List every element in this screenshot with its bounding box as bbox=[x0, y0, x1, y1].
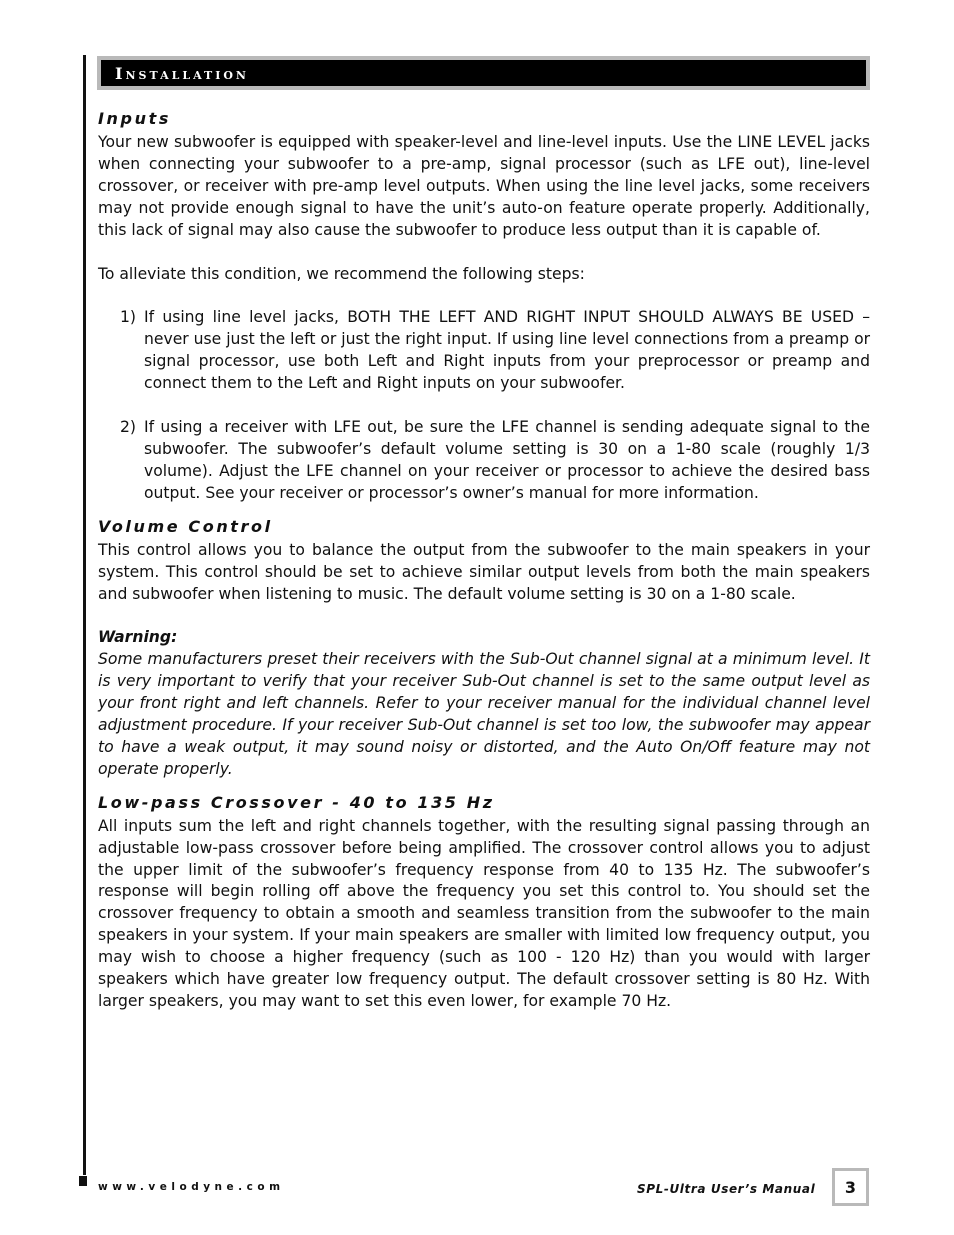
footer-website: www.velodyne.com bbox=[98, 1181, 285, 1193]
volume-heading: Volume Control bbox=[98, 516, 273, 536]
volume-paragraph: This control allows you to balance the output from the subwoofer to the main speakers in your system. This control should be set to achieve similar output levels from both the main speakers and subwoofer when listening to music. The default volume setting is 30 on a 1-80 scale. bbox=[98, 540, 870, 603]
page-number: 3 bbox=[835, 1171, 866, 1203]
crossover-heading: Low-pass Crossover - 40 to 135 Hz bbox=[98, 792, 495, 812]
section-header-title: Installation bbox=[115, 63, 249, 83]
section-header-inner bbox=[101, 60, 866, 86]
page-content bbox=[98, 106, 870, 1013]
left-margin-rule bbox=[83, 55, 86, 1175]
step-item bbox=[98, 417, 870, 505]
inputs-paragraph-2: To alleviate this condition, we recommend the following steps: bbox=[98, 264, 585, 283]
step-item bbox=[98, 307, 870, 395]
warning-label: Warning: bbox=[98, 628, 178, 647]
inputs-paragraph-1: Your new subwoofer is equipped with speaker-level and line-level inputs. Use the LINE LEVEL jacks when connecting your subwoofer to a pre-amp, signal processor (such as LFE out), line-level crossover, or receiver with pre-amp level outputs. When using the line level jacks, some receivers may not provide enough signal to have the unit’s auto-on feature operate properly. Additionally, this lack of signal may also cause the subwoofer to produce less output than it is capable of. bbox=[98, 133, 870, 239]
step-text: If using a receiver with LFE out, be sure the LFE channel is sending adequate signal to the subwoofer. The subwoofer’s default volume setting is 30 on a 1-80 scale (roughly 1/3 volume). Adjust the LFE channel on your receiver or processor to achieve the desired bass output. See your receiver or processor’s owner’s manual for more information. bbox=[144, 418, 870, 502]
footer-manual-title: SPL-Ultra User’s Manual bbox=[637, 1182, 816, 1196]
inputs-heading: Inputs bbox=[98, 109, 171, 128]
left-margin-rule-cap bbox=[79, 1176, 87, 1186]
page-number-box bbox=[832, 1168, 869, 1206]
steps-list bbox=[98, 307, 870, 504]
step-number: 1) bbox=[120, 308, 137, 327]
step-number: 2) bbox=[120, 418, 137, 437]
section-header-bar bbox=[97, 56, 870, 90]
step-text: If using line level jacks, BOTH THE LEFT AND RIGHT INPUT SHOULD ALWAYS BE USED – never use just the left or just the right input. If using line level connections from a preamp or signal processor, use both Left and Right inputs from your preprocessor or preamp and connect them to the Left and Right inputs on your subwoofer. bbox=[144, 308, 871, 393]
crossover-paragraph: All inputs sum the left and right channels together, with the resulting signal passing through an adjustable low-pass crossover before being amplified. The crossover control allows you to adjust the upper limit of the subwoofer’s frequency response from 40 to 135 Hz. The subwoofer’s response will begin rolling off above the frequency you set this control to. You should set the crossover frequency to obtain a smooth and seamless transition from the subwoofer to the main speakers in your system. If your main speakers are smaller with limited low frequency output, you may wish to choose a higher frequency (such as 100 - 120 Hz) than you would with larger speakers which have greater low frequency output. The default crossover setting is 80 Hz. With larger speakers, you may want to set this even lower, for example 70 Hz. bbox=[98, 816, 870, 1010]
warning-text: Some manufacturers preset their receivers with the Sub-Out channel signal at a minimum level. It is very important to verify that your receiver Sub-Out channel is set to the same output level as your front right and left channels. Refer to your receiver manual for the individual channel level adjustment procedure. If your receiver Sub-Out channel is set too low, the subwoofer may appear to have a weak output, it may sound noisy or distorted, and the Auto On/Off feature may not operate properly. bbox=[98, 650, 870, 778]
